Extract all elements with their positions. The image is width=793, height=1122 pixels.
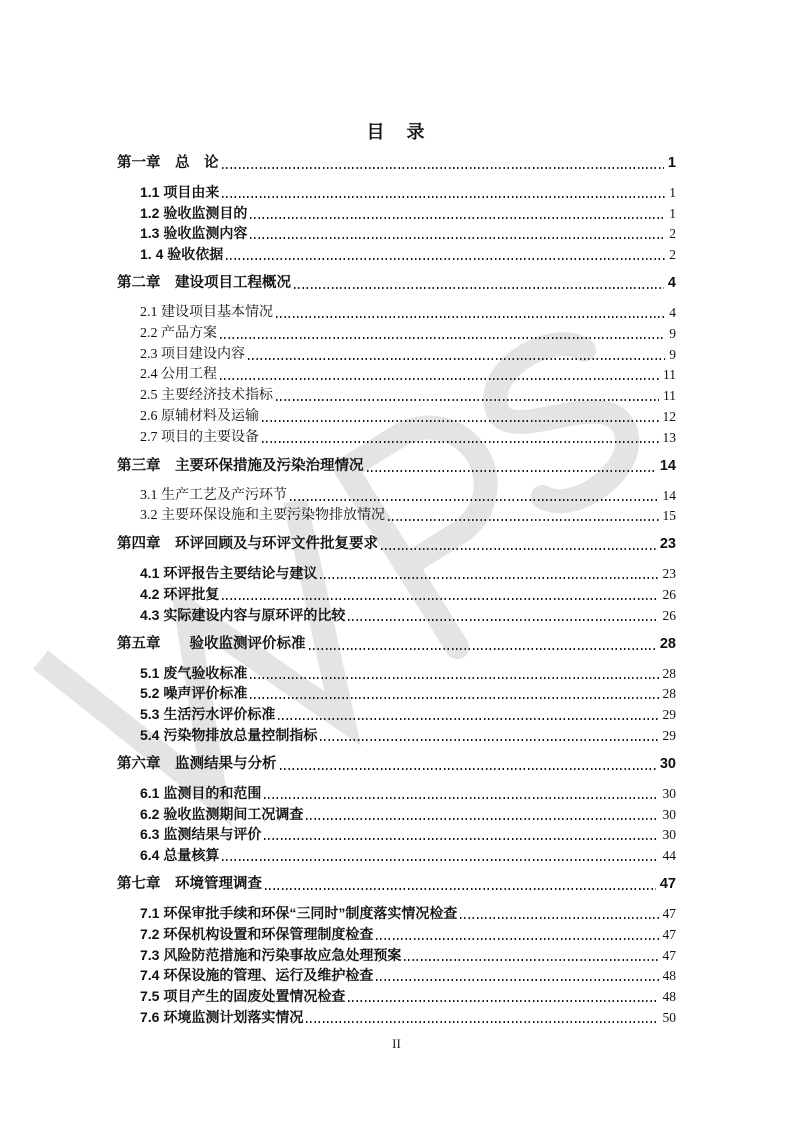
toc-entry-label: 2.4 公用工程 (140, 367, 217, 383)
toc-entry-label: 7.4 环保设施的管理、运行及维护检查 (140, 967, 374, 984)
toc-leader-dots (294, 287, 664, 289)
toc-leader-dots (376, 979, 658, 981)
toc-entry-label: 6.2 验收监测期间工况调查 (140, 805, 304, 822)
toc-entry-label: 6.1 监测目的和范围 (140, 784, 262, 801)
toc-entry-label: 第二章 建设项目工程概况 (117, 275, 291, 292)
toc-leader-dots (306, 818, 658, 820)
toc-entry-label: 1.1 项目由来 (140, 183, 220, 200)
toc-page-number: 4 (667, 275, 676, 292)
toc-leader-dots (226, 258, 665, 260)
toc-page-number: 30 (659, 755, 676, 772)
toc-sub-row[interactable] (117, 944, 676, 965)
toc-page-number: 47 (659, 876, 676, 893)
toc-sub-row[interactable] (117, 662, 676, 683)
toc-chapter-row[interactable] (117, 455, 676, 476)
toc-sub-row[interactable] (117, 181, 676, 202)
toc-leader-dots (222, 598, 658, 600)
toc-leader-dots (306, 1021, 658, 1023)
toc-leader-dots (280, 768, 656, 770)
toc-sub-row[interactable] (117, 604, 676, 625)
toc-entry-label: 第六章 监测结果与分析 (117, 755, 277, 772)
page-number: II (392, 1036, 401, 1051)
toc-sub-row[interactable] (117, 824, 676, 845)
toc-page-number: 11 (663, 388, 676, 404)
toc-page-number: 1 (669, 184, 676, 200)
toc-page-number: 30 (662, 806, 676, 822)
toc-entry-label: 第五章 验收监测评价标准 (117, 635, 306, 652)
toc-sub-row[interactable] (117, 426, 676, 447)
toc-page-number: 23 (662, 566, 676, 582)
toc-page-number: 47 (662, 905, 676, 921)
toc-sub-row[interactable] (117, 923, 676, 944)
toc-page-number: 50 (662, 1009, 676, 1025)
toc-page-number: 29 (662, 727, 676, 743)
toc-leader-dots (264, 797, 658, 799)
toc-leader-dots (278, 718, 658, 720)
toc-sub-row[interactable] (117, 343, 676, 364)
toc-page-number: 47 (662, 926, 676, 942)
toc-sub-row[interactable] (117, 985, 676, 1006)
toc-content (117, 120, 676, 1027)
toc-entry-label: 3.2 主要环保设施和主要污染物排放情况 (140, 508, 385, 524)
toc-leader-dots (348, 1000, 658, 1002)
toc-page-number: 14 (659, 457, 676, 474)
toc-entry-label: 4.1 环评报告主要结论与建议 (140, 565, 318, 582)
toc-leader-dots (309, 648, 656, 650)
toc-sub-row[interactable] (117, 803, 676, 824)
toc-chapter-row[interactable] (117, 533, 676, 554)
toc-page-number: 4 (669, 304, 676, 320)
toc-page-number: 9 (669, 325, 676, 341)
toc-page-number: 29 (662, 707, 676, 723)
toc-page-number: 11 (663, 367, 676, 383)
toc-leader-dots (265, 888, 656, 890)
toc-entry-label: 2.5 主要经济技术指标 (140, 388, 273, 404)
toc-page-number: 28 (659, 635, 676, 652)
toc-entry-label: 第四章 环评回顾及与环评文件批复要求 (117, 536, 378, 553)
toc-leader-dots (348, 619, 658, 621)
toc-entry-label: 7.3 风险防范措施和污染事故应急处理预案 (140, 946, 402, 963)
toc-page-number: 15 (662, 508, 676, 524)
toc-sub-row[interactable] (117, 364, 676, 385)
toc-leader-dots (262, 441, 659, 443)
toc-leader-dots (222, 859, 658, 861)
toc-page-number: 30 (662, 785, 676, 801)
page-number-footer (0, 1036, 793, 1052)
toc-leader-dots (220, 378, 659, 380)
toc-entry-label: 7.6 环境监测计划落实情况 (140, 1008, 304, 1025)
toc-entry-label: 2.7 项目的主要设备 (140, 429, 259, 445)
toc-sub-row[interactable] (117, 223, 676, 244)
toc-chapter-row[interactable] (117, 272, 676, 293)
toc-leader-dots (276, 316, 665, 318)
toc-page-number: 2 (669, 226, 676, 242)
toc-entry-label: 2.2 产品方案 (140, 325, 217, 341)
toc-sub-row[interactable] (117, 703, 676, 724)
toc-chapter-row[interactable] (117, 152, 676, 173)
toc-chapter-row[interactable] (117, 633, 676, 654)
toc-sub-row[interactable] (117, 384, 676, 405)
toc-page-number: 48 (662, 989, 676, 1005)
toc-leader-dots (388, 519, 659, 521)
toc-page-number: 30 (662, 827, 676, 843)
toc-entry-label: 4.2 环评批复 (140, 585, 220, 602)
toc-page-number: 44 (662, 848, 676, 864)
toc-leader-dots (264, 838, 658, 840)
toc-leader-dots (250, 217, 665, 219)
toc-sub-row[interactable] (117, 562, 676, 583)
toc-sub-row[interactable] (117, 782, 676, 803)
toc-entry-label: 6.3 监测结果与评价 (140, 826, 262, 843)
toc-leader-dots (460, 917, 658, 919)
toc-entry-label: 5.2 噪声评价标准 (140, 685, 248, 702)
toc-page-number: 2 (669, 247, 676, 263)
toc-chapter-row[interactable] (117, 753, 676, 774)
toc-sub-row[interactable] (117, 902, 676, 923)
toc-page-number: 23 (659, 536, 676, 553)
toc-sub-row[interactable] (117, 202, 676, 223)
toc-page-number: 47 (662, 947, 676, 963)
toc-sub-row[interactable] (117, 844, 676, 865)
toc-entry-label: 1.3 验收监测内容 (140, 225, 248, 242)
toc-page-number: 13 (662, 429, 676, 445)
toc-title: 目 录 (366, 122, 427, 142)
toc-sub-row[interactable] (117, 405, 676, 426)
toc-leader-dots (381, 548, 656, 550)
toc-entry-label: 7.1 环保审批手续和环保“三同时”制度落实情况检查 (140, 904, 458, 921)
toc-leader-dots (250, 237, 665, 239)
toc-entry-label: 5.3 生活污水评价标准 (140, 706, 276, 723)
toc-page-number: 1 (669, 205, 676, 221)
toc-entry-label: 1.2 验收监测目的 (140, 204, 248, 221)
toc-sub-row[interactable] (117, 583, 676, 604)
toc-leader-dots (320, 577, 658, 579)
toc-entry-label: 5.4 污染物排放总量控制指标 (140, 726, 318, 743)
toc-page-number: 28 (662, 665, 676, 681)
toc-sub-row[interactable] (117, 301, 676, 322)
toc-sub-row[interactable] (117, 1006, 676, 1027)
toc-leader-dots (222, 196, 665, 198)
toc-entry-label: 4.3 实际建设内容与原环评的比较 (140, 606, 346, 623)
toc-entry-label: 2.1 建设项目基本情况 (140, 304, 273, 320)
toc-page-number: 12 (662, 408, 676, 424)
toc-leader-dots (220, 337, 665, 339)
toc-entry-label: 5.1 废气验收标准 (140, 664, 248, 681)
toc-entry-label: 7.5 项目产生的固废处置情况检查 (140, 988, 346, 1005)
toc-sub-row[interactable] (117, 484, 676, 505)
toc-sub-row[interactable] (117, 322, 676, 343)
toc-page-number: 48 (662, 968, 676, 984)
toc-entry-label: 6.4 总量核算 (140, 847, 220, 864)
toc-entry-label: 7.2 环保机构设置和环保管理制度检查 (140, 925, 374, 942)
toc-leader-dots (222, 167, 664, 169)
toc-page-number: 14 (662, 487, 676, 503)
toc-page-number: 26 (662, 607, 676, 623)
toc-leader-dots (404, 959, 658, 961)
toc-leader-dots (376, 938, 658, 940)
toc-entry-label: 1. 4 验收依据 (140, 246, 224, 263)
toc-entry-label: 2.3 项目建设内容 (140, 346, 245, 362)
toc-page-number: 1 (667, 155, 676, 171)
toc-entry-label: 第三章 主要环保措施及污染治理情况 (117, 457, 364, 474)
toc-page-number: 28 (662, 686, 676, 702)
toc-entry-label: 2.6 原辅材料及运输 (140, 408, 259, 424)
toc-chapter-row[interactable] (117, 873, 676, 894)
toc-entry-label: 3.1 生产工艺及产污环节 (140, 487, 287, 503)
toc-page-number: 9 (669, 346, 676, 362)
toc-page-number: 26 (662, 586, 676, 602)
toc-leader-dots (276, 399, 659, 401)
toc-leader-dots (290, 499, 659, 501)
toc-leader-dots (250, 697, 658, 699)
toc-entry-label: 第一章 总 论 (117, 155, 219, 171)
toc-sub-row[interactable] (117, 505, 676, 526)
toc-sub-row[interactable] (117, 965, 676, 986)
toc-leader-dots (320, 739, 658, 741)
toc-leader-dots (367, 470, 656, 472)
toc-leader-dots (250, 677, 658, 679)
toc-sub-row[interactable] (117, 683, 676, 704)
toc-sub-row[interactable] (117, 243, 676, 264)
toc-entry-label: 第七章 环境管理调查 (117, 876, 262, 893)
toc-leader-dots (262, 420, 659, 422)
toc-leader-dots (248, 358, 665, 360)
toc-sub-row[interactable] (117, 724, 676, 745)
toc-list (117, 152, 676, 1027)
